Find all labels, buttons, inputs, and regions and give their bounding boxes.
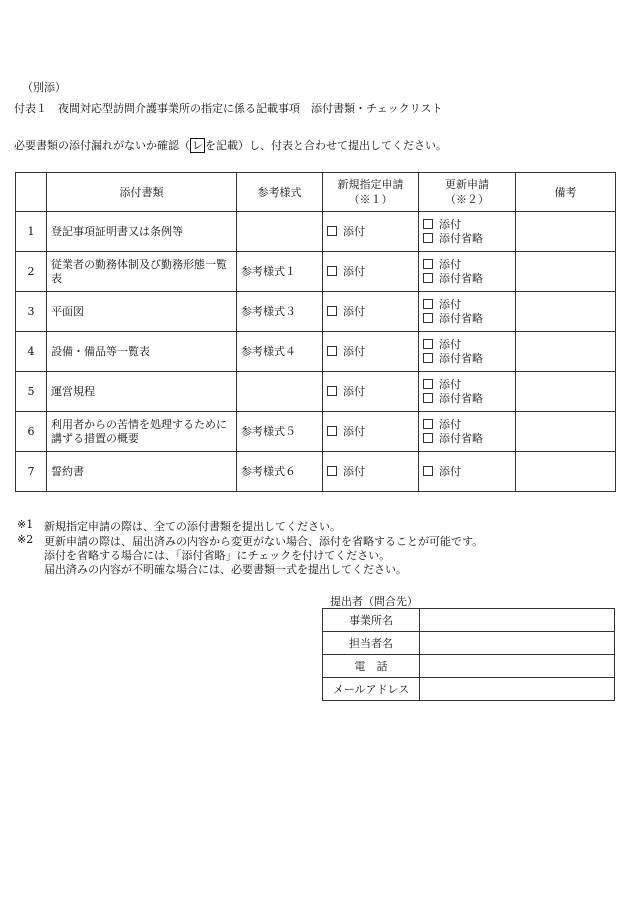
renewal-application-cell: [419, 332, 516, 372]
renewal-application-cell: [419, 412, 516, 452]
renewal-application-cell: [419, 252, 516, 292]
document-title: 付表１ 夜間対応型訪問介護事業所の指定に係る記載事項 添付書類・チェックリスト: [14, 102, 443, 115]
renew-attach-option[interactable]: [423, 465, 511, 479]
checkbox-icon[interactable]: [327, 386, 337, 396]
option-label: 添付: [343, 464, 365, 478]
submitter-table: [322, 608, 615, 701]
new-attach-option[interactable]: [327, 225, 414, 239]
remarks-cell[interactable]: [516, 372, 616, 412]
reference-form: 参考様式３: [237, 292, 323, 332]
checkbox-icon[interactable]: [423, 299, 433, 309]
header-renew-line2: （※２）: [445, 193, 489, 206]
row-number: 7: [16, 452, 47, 492]
row-number: 6: [16, 412, 47, 452]
submitter-person-input[interactable]: [420, 632, 615, 655]
header-num: [16, 173, 47, 212]
table-row: [16, 372, 616, 412]
checkbox-icon[interactable]: [327, 466, 337, 476]
row-number: 5: [16, 372, 47, 412]
document-name: 平面図: [47, 292, 237, 332]
option-label: 添付省略: [439, 271, 483, 285]
checkbox-icon[interactable]: [423, 379, 433, 389]
submitter-label-phone: 電 話: [323, 655, 420, 678]
header-reference-form: 参考様式: [237, 173, 323, 212]
checkbox-icon[interactable]: [423, 233, 433, 243]
renew-attach-option[interactable]: [423, 378, 511, 392]
renew-attach-option[interactable]: [423, 418, 511, 432]
option-label: 添付: [439, 297, 461, 311]
submitter-office-input[interactable]: [420, 609, 615, 632]
checkbox-icon[interactable]: [423, 273, 433, 283]
new-attach-option[interactable]: [327, 385, 414, 399]
submitter-row: [323, 632, 615, 655]
renew-omit-option[interactable]: [423, 432, 511, 446]
option-label: 添付: [439, 417, 461, 431]
renewal-application-cell: [419, 292, 516, 332]
remarks-cell[interactable]: [516, 332, 616, 372]
header-renewal-application: [419, 173, 516, 212]
renew-attach-option[interactable]: [423, 338, 511, 352]
remarks-cell[interactable]: [516, 292, 616, 332]
checkbox-icon[interactable]: [423, 339, 433, 349]
checkbox-icon[interactable]: [327, 426, 337, 436]
option-label: 添付省略: [439, 431, 483, 445]
new-application-cell: [323, 212, 419, 252]
checkbox-icon[interactable]: [423, 259, 433, 269]
new-attach-option[interactable]: [327, 425, 414, 439]
new-attach-option[interactable]: [327, 345, 414, 359]
reference-form: 参考様式６: [237, 452, 323, 492]
option-label: 添付: [343, 224, 365, 238]
header-new-application: [323, 173, 419, 212]
new-attach-option[interactable]: [327, 265, 414, 279]
reference-form: 参考様式５: [237, 412, 323, 452]
header-remarks: 備考: [516, 173, 616, 212]
option-label: 添付: [343, 304, 365, 318]
submitter-row: [323, 678, 615, 701]
new-attach-option[interactable]: [327, 465, 414, 479]
option-label: 添付: [343, 344, 365, 358]
renew-attach-option[interactable]: [423, 258, 511, 272]
option-label: 添付: [439, 337, 461, 351]
checkbox-icon[interactable]: [327, 346, 337, 356]
new-application-cell: [323, 452, 419, 492]
document-name: 従業者の勤務体制及び勤務形態一覧表: [47, 252, 237, 292]
table-header-row: [16, 173, 616, 212]
renew-attach-option[interactable]: [423, 298, 511, 312]
renew-attach-option[interactable]: [423, 218, 511, 232]
renew-omit-option[interactable]: [423, 232, 511, 246]
new-application-cell: [323, 292, 419, 332]
renewal-application-cell: [419, 372, 516, 412]
table-row: [16, 412, 616, 452]
remarks-cell[interactable]: [516, 452, 616, 492]
option-label: 添付省略: [439, 231, 483, 245]
note-2-mark: ※2: [17, 533, 34, 546]
checkbox-icon[interactable]: [423, 219, 433, 229]
checkbox-icon[interactable]: [423, 353, 433, 363]
instruction-text: [14, 137, 447, 153]
option-label: 添付省略: [439, 391, 483, 405]
submitter-label-email: メールアドレス: [323, 678, 420, 701]
table-row: [16, 212, 616, 252]
new-application-cell: [323, 412, 419, 452]
reference-form: [237, 372, 323, 412]
checkbox-icon[interactable]: [423, 313, 433, 323]
row-number: 2: [16, 252, 47, 292]
checkbox-icon[interactable]: [423, 433, 433, 443]
option-label: 添付: [343, 384, 365, 398]
option-label: 添付省略: [439, 351, 483, 365]
instruction-after: を記載）し、付表と合わせて提出してください。: [205, 139, 447, 152]
header-document: 添付書類: [47, 173, 237, 212]
remarks-cell[interactable]: [516, 212, 616, 252]
reference-form: 参考様式４: [237, 332, 323, 372]
checkbox-icon[interactable]: [327, 266, 337, 276]
document-name: 誓約書: [47, 452, 237, 492]
instruction-before: 必要書類の添付漏れがないか確認（: [14, 139, 190, 152]
checkmark-sample: レ: [192, 139, 203, 152]
option-label: 添付: [343, 424, 365, 438]
checkbox-icon[interactable]: [327, 226, 337, 236]
checkbox-icon[interactable]: [423, 393, 433, 403]
option-label: 添付省略: [439, 311, 483, 325]
renew-omit-option[interactable]: [423, 352, 511, 366]
note-1-mark: ※1: [17, 518, 34, 531]
remarks-cell[interactable]: [516, 252, 616, 292]
submitter-caption: 提出者（問合先）: [330, 595, 418, 608]
renewal-application-cell: [419, 212, 516, 252]
submitter-label-office: 事業所名: [323, 609, 420, 632]
new-application-cell: [323, 372, 419, 412]
checkbox-icon[interactable]: [423, 466, 433, 476]
reference-form: 参考様式１: [237, 252, 323, 292]
submitter-row: [323, 609, 615, 632]
document-name: 利用者からの苦情を処理するために講ずる措置の概要: [47, 412, 237, 452]
annex-label: （別添）: [22, 81, 66, 94]
document-name: 運営規程: [47, 372, 237, 412]
remarks-cell[interactable]: [516, 412, 616, 452]
note-2-line-3: 届出済みの内容が不明確な場合には、必要書類一式を提出してください。: [44, 563, 407, 576]
new-application-cell: [323, 252, 419, 292]
document-name: 登記事項証明書又は条例等: [47, 212, 237, 252]
option-label: 添付: [343, 264, 365, 278]
option-label: 添付: [439, 217, 461, 231]
document-name: 設備・備品等一覧表: [47, 332, 237, 372]
renew-omit-option[interactable]: [423, 272, 511, 286]
table-row: [16, 452, 616, 492]
submitter-label-person: 担当者名: [323, 632, 420, 655]
note-2-line-1: 更新申請の際は、届出済みの内容から変更がない場合、添付を省略することが可能です。: [44, 535, 484, 548]
checkbox-icon[interactable]: [327, 306, 337, 316]
submitter-email-input[interactable]: [420, 678, 615, 701]
new-application-cell: [323, 332, 419, 372]
header-new-line2: （※１）: [348, 193, 393, 206]
checklist-table: [15, 172, 616, 492]
row-number: 1: [16, 212, 47, 252]
submitter-phone-input[interactable]: [420, 655, 615, 678]
note-1-line-1: 新規指定申請の際は、全ての添付書類を提出してください。: [44, 520, 341, 533]
option-label: 添付: [439, 257, 461, 271]
table-row: [16, 252, 616, 292]
option-label: 添付: [439, 464, 461, 478]
table-row: [16, 332, 616, 372]
reference-form: [237, 212, 323, 252]
header-renew-line1: 更新申請: [445, 178, 489, 191]
option-label: 添付: [439, 377, 461, 391]
new-attach-option[interactable]: [327, 305, 414, 319]
checkbox-icon[interactable]: [423, 419, 433, 429]
row-number: 4: [16, 332, 47, 372]
renew-omit-option[interactable]: [423, 392, 511, 406]
note-2-line-2: 添付を省略する場合には、「添付省略」にチェックを付けてください。: [44, 549, 391, 562]
renewal-application-cell: [419, 452, 516, 492]
row-number: 3: [16, 292, 47, 332]
submitter-row: [323, 655, 615, 678]
renew-omit-option[interactable]: [423, 312, 511, 326]
table-row: [16, 292, 616, 332]
header-new-line1: 新規指定申請: [337, 178, 404, 191]
